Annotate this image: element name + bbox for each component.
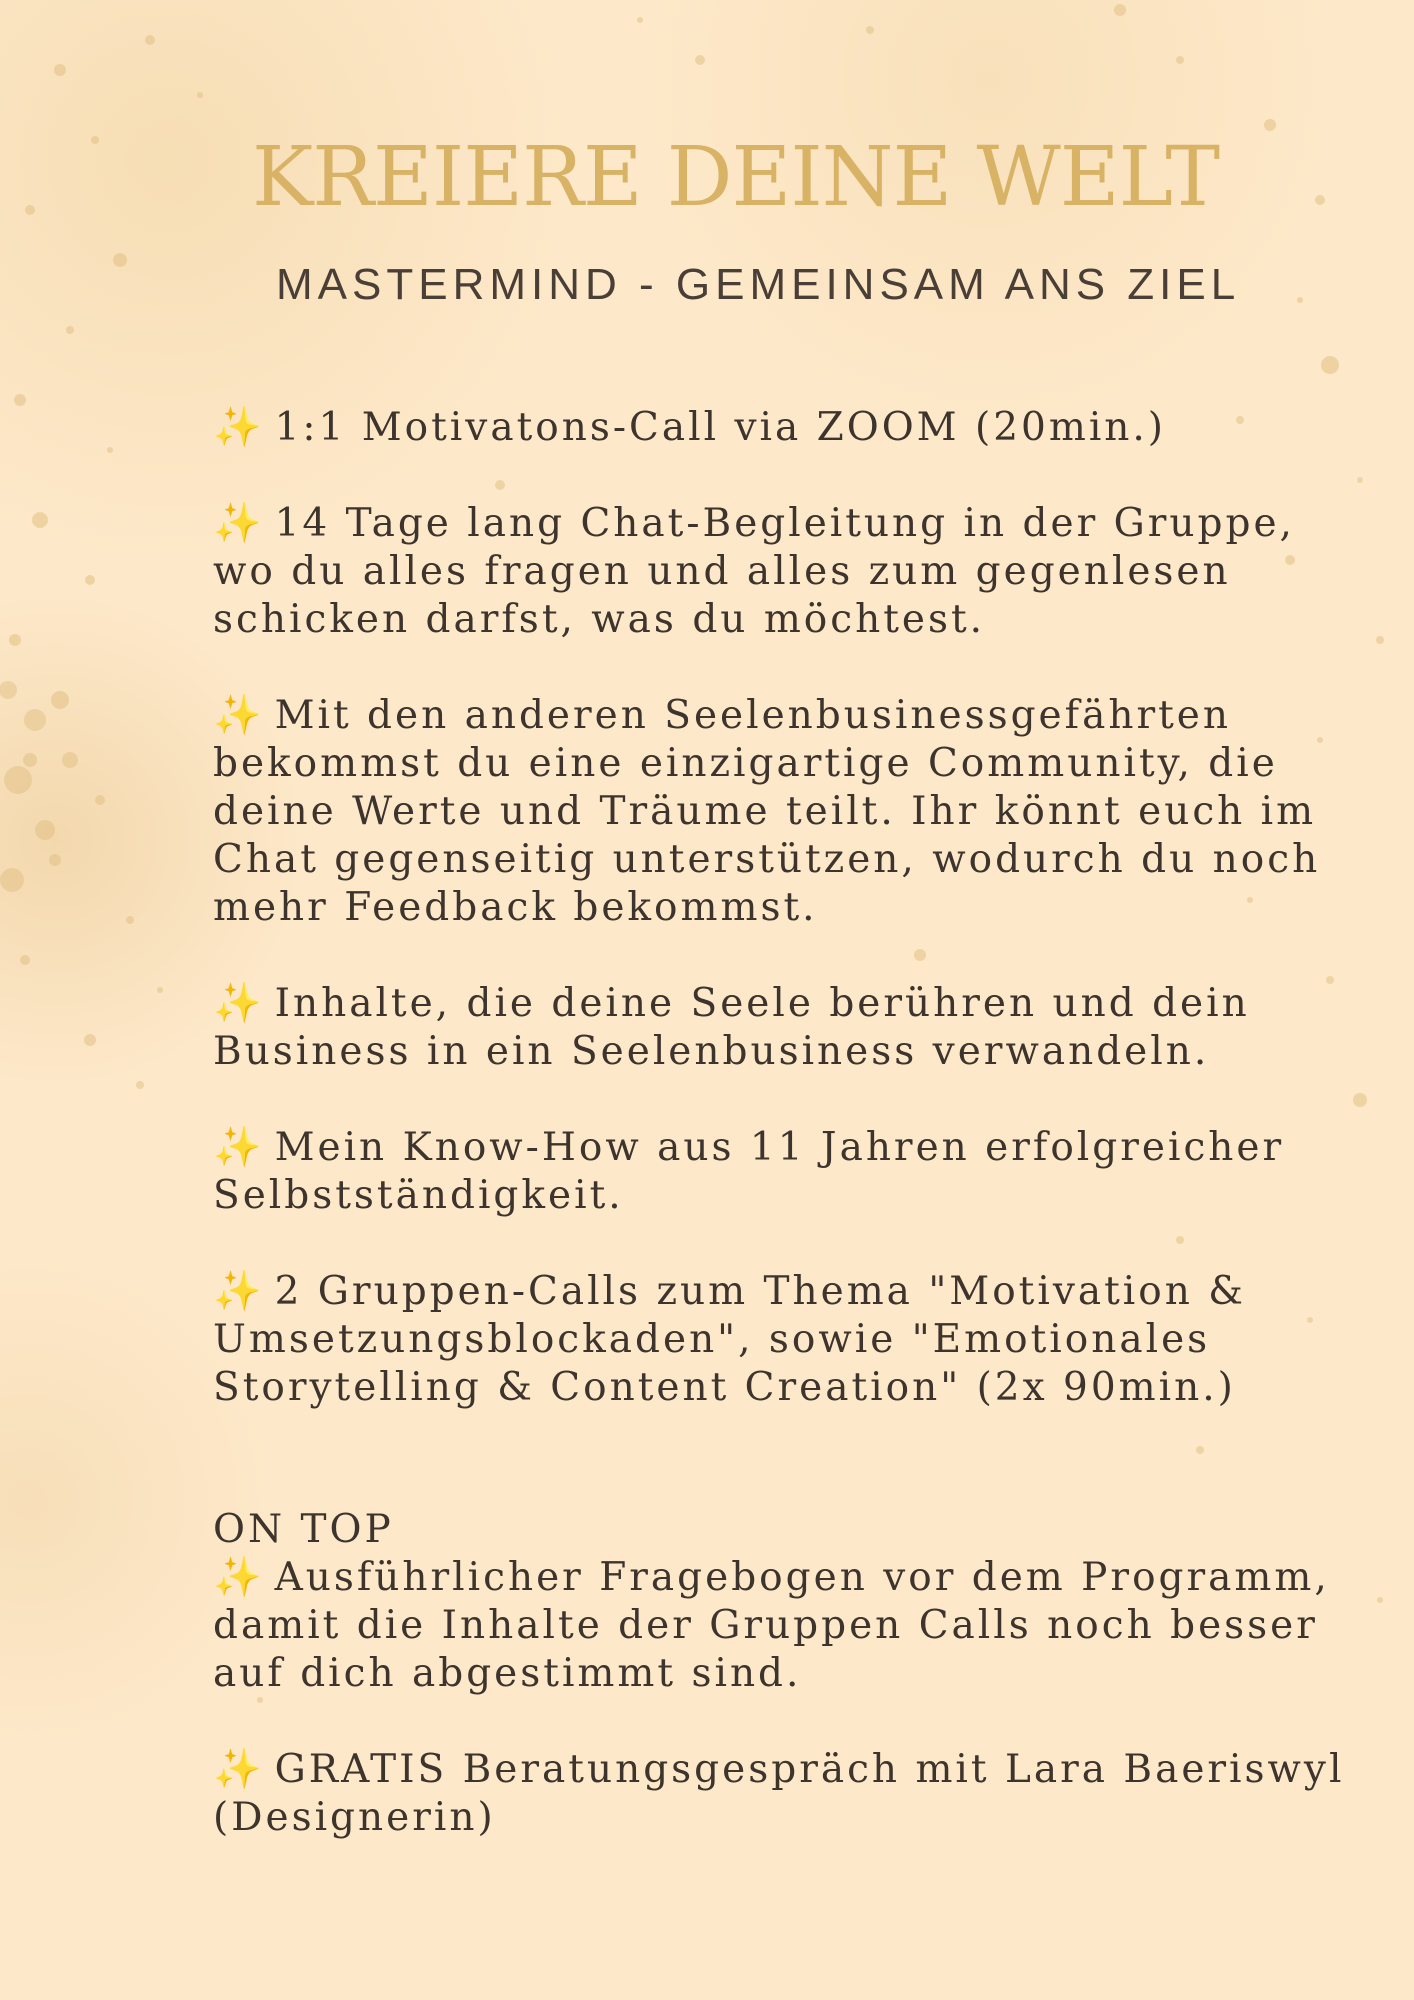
benefits-list <box>213 404 1363 1890</box>
benefit-item <box>213 692 1363 932</box>
benefit-text: Mit den anderen Seelenbusinessgefährten bekommst du eine einzigartige Community, die deine Werte und Träume teilt. Ihr könnt euch im Chat gegenseitig unterstützen, wodurch du noch mehr Feedback bekommst. <box>213 693 1321 930</box>
sparkles-icon: ✨ <box>213 693 265 738</box>
benefit-text: 2 Gruppen-Calls zum Thema "Motivation & Umsetzungsblockaden", sowie "Emotionales Storytelling & Content Creation" (2x 90min.) <box>213 1269 1246 1410</box>
sparkles-icon: ✨ <box>213 1269 265 1314</box>
benefit-item <box>213 980 1363 1076</box>
bonus-text: Ausführlicher Fragebogen vor dem Programm, damit die Inhalte der Gruppen Calls noch besser auf dich abgestimmt sind. <box>213 1555 1330 1696</box>
benefit-item <box>213 1124 1363 1220</box>
benefit-text: 1:1 Motivatons-Call via ZOOM (20min.) <box>274 405 1167 450</box>
benefit-item <box>213 404 1363 452</box>
benefit-text: 14 Tage lang Chat-Begleitung in der Gruppe, wo du alles fragen und alles zum gegenlesen schicken darfst, was du möchtest. <box>213 501 1295 642</box>
benefit-item <box>213 500 1363 644</box>
page-title: KREIERE DEINE WELT <box>252 130 1220 225</box>
page-subtitle: MASTERMIND - GEMEINSAM ANS ZIEL <box>276 260 1241 309</box>
sparkles-icon: ✨ <box>213 1555 265 1600</box>
bonus-item <box>213 1746 1363 1842</box>
sparkles-icon: ✨ <box>213 405 265 450</box>
benefit-item <box>213 1268 1363 1412</box>
section-spacer <box>213 1460 1363 1506</box>
sparkles-icon: ✨ <box>213 1747 265 1792</box>
benefit-text: Mein Know-How aus 11 Jahren erfolgreicher Selbstständigkeit. <box>213 1125 1285 1218</box>
bonus-text: GRATIS Beratungsgespräch mit Lara Baeriswyl (Designerin) <box>213 1747 1345 1840</box>
sparkles-icon: ✨ <box>213 981 265 1026</box>
sparkles-icon: ✨ <box>213 1125 265 1170</box>
sparkles-icon: ✨ <box>213 501 265 546</box>
on-top-label: ON TOP <box>213 1507 394 1552</box>
bonus-item <box>213 1554 1363 1698</box>
benefit-text: Inhalte, die deine Seele berühren und dein Business in ein Seelenbusiness verwandeln. <box>213 981 1250 1074</box>
